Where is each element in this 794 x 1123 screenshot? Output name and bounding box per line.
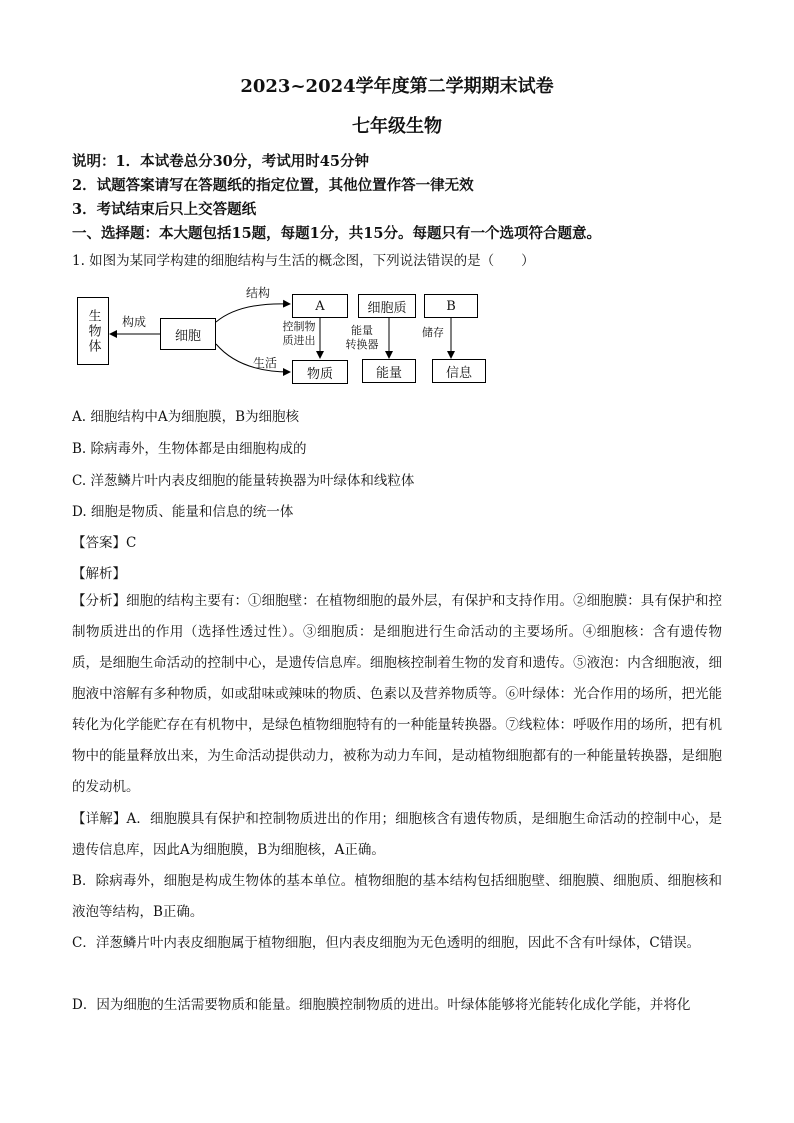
detail-b: B．除病毒外，细胞是构成生物体的基本单位。植物细胞的基本结构包括细胞壁、细胞膜、细胞质、细胞核和液泡等结构，B正确。 [72,873,722,920]
option-b: B. 除病毒外，生物体都是由细胞构成的 [72,441,307,457]
label-structure: 结构 [246,286,271,300]
box-cell: 细胞 [160,318,216,350]
answer-line: 【答案】C [72,535,137,551]
box-info: 信息 [432,359,486,383]
concept-diagram [0,0,794,400]
page-title: 2023~2024学年度第二学期期末试卷 [240,76,554,97]
option-d: D. 细胞是物质、能量和信息的统一体 [72,504,294,520]
label-energy-converter [340,324,384,352]
note-line-3: 3．考试结束后只上交答题纸 [72,201,257,218]
analysis-paragraph: 【分析】细胞的结构主要有：①细胞壁：在植物细胞的最外层，有保护和支持作用。②细胞膜：具有保护和控制物质进出的作用（选择性透过性）。③细胞质：是细胞进行生命活动的主要场所。④细胞核：含有遗传物质，是细胞生命活动的控制中心，是遗传信息库。细胞核控制着生物的发育和遗传。⑤液泡：内含细胞液，细胞液中溶解有多种物质，如或甜味或辣味的物质、色素以及营养物质等。⑥叶绿体：光合作用的场所，把光能转化为化学能贮存在有机物中，是绿色植物细胞特有的一种能量转换器。⑦线粒体：呼吸作用的场所，把有机物中的能量释放出来，为生命活动提供动力，被称为动力车间，是动植物细胞都有的一种能量转换器，是细胞的发动机。 [72,593,722,795]
option-a: A. 细胞结构中A为细胞膜，B为细胞核 [72,409,300,425]
detail-d: D．因为细胞的生活需要物质和能量。细胞膜控制物质的进出。叶绿体能够将光能转化成化学能，并将化 [72,997,691,1013]
box-organism: 生物体 [77,297,109,365]
box-b: B [424,294,478,318]
box-energy: 能量 [362,359,416,383]
option-c: C. 洋葱鳞片叶内表皮细胞的能量转换器为叶绿体和线粒体 [72,473,415,489]
box-matter: 物质 [292,360,348,384]
label-store: 储存 [422,326,444,339]
detail-a: 【详解】A．细胞膜具有保护和控制物质进出的作用；细胞核含有遗传物质，是细胞生命活动的控制中心，是遗传信息库，因此A为细胞膜，B为细胞核，A正确。 [72,811,722,858]
box-a: A [292,294,348,318]
note-line-1: 说明：1．本试卷总分30分，考试用时45分钟 [72,153,369,170]
detail-c: C．洋葱鳞片叶内表皮细胞属于植物细胞，但内表皮细胞为无色透明的细胞，因此不含有叶绿体，C错误。 [72,935,701,951]
question-stem: 1. 如图为某同学构建的细胞结构与生活的概念图，下列说法错误的是（ ） [72,253,535,269]
diagram-arrows [0,0,794,400]
label-energy-converter-line-1: 能量 [351,324,373,337]
label-life: 生活 [253,356,278,370]
box-cytoplasm: 细胞质 [358,294,416,318]
analysis-label: 【解析】 [72,566,126,582]
label-control-line-2: 质进出 [282,334,316,347]
label-energy-converter-line-2: 转换器 [345,338,379,351]
note-line-2: 2．试题答案请写在答题纸的指定位置，其他位置作答一律无效 [72,177,474,194]
label-control [278,320,320,348]
page-subtitle: 七年级生物 [352,116,442,137]
section-heading: 一、选择题：本大题包括15题，每题1分，共15分。每题只有一个选项符合题意。 [72,225,601,242]
label-control-line-1: 控制物 [282,320,316,333]
label-constitute: 构成 [122,315,147,329]
